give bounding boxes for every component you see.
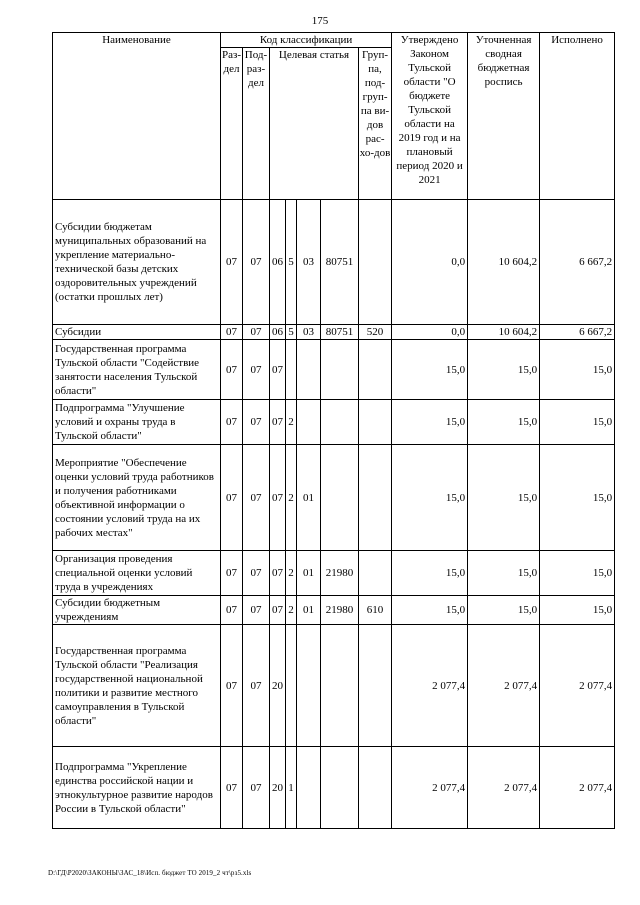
- row-subsection: 07: [243, 747, 270, 829]
- row-expense-group: 610: [359, 596, 392, 625]
- row-name: Субсидии бюджетным учреждениям: [53, 596, 221, 625]
- header-section: Раз-дел: [221, 48, 243, 200]
- row-name: Государственная программа Тульской области "Содействие занятости населения Тульской области": [53, 340, 221, 400]
- row-approved: 2 077,4: [392, 625, 468, 747]
- row-executed: 15,0: [540, 551, 615, 596]
- row-expense-group: [359, 340, 392, 400]
- row-target-event: [297, 747, 321, 829]
- table-row: [53, 596, 615, 625]
- row-target-direction: 21980: [321, 596, 359, 625]
- row-target-subprogram: 2: [286, 551, 297, 596]
- page-number: 175: [311, 15, 329, 27]
- header-classification-code: Код классификации: [221, 33, 392, 48]
- row-approved: 0,0: [392, 200, 468, 325]
- row-target-event: [297, 625, 321, 747]
- budget-table: [52, 32, 615, 829]
- row-approved: 15,0: [392, 551, 468, 596]
- row-executed: 15,0: [540, 340, 615, 400]
- row-expense-group: [359, 400, 392, 445]
- row-target-event: 01: [297, 445, 321, 551]
- row-target-event: 03: [297, 325, 321, 340]
- row-approved: 15,0: [392, 445, 468, 551]
- row-name: Государственная программа Тульской области "Реализация государственной национальной политики и развитие местного самоуправления в Тульской области": [53, 625, 221, 747]
- row-target-subprogram: 2: [286, 400, 297, 445]
- row-section: 07: [221, 200, 243, 325]
- row-section: 07: [221, 551, 243, 596]
- header-subsection: Под-раз-дел: [243, 48, 270, 200]
- row-subsection: 07: [243, 596, 270, 625]
- row-target-direction: 21980: [321, 551, 359, 596]
- row-target-subprogram: 1: [286, 747, 297, 829]
- row-subsection: 07: [243, 551, 270, 596]
- table-row: [53, 551, 615, 596]
- row-target-direction: [321, 747, 359, 829]
- row-target-subprogram: 2: [286, 445, 297, 551]
- table-row: [53, 325, 615, 340]
- row-subsection: 07: [243, 445, 270, 551]
- row-approved: 15,0: [392, 596, 468, 625]
- row-refined: 2 077,4: [468, 625, 540, 747]
- row-target-subprogram: 2: [286, 596, 297, 625]
- row-approved: 2 077,4: [392, 747, 468, 829]
- row-executed: 2 077,4: [540, 625, 615, 747]
- row-subsection: 07: [243, 400, 270, 445]
- row-refined: 15,0: [468, 340, 540, 400]
- row-refined: 10 604,2: [468, 325, 540, 340]
- row-target-program: 07: [270, 551, 286, 596]
- row-section: 07: [221, 400, 243, 445]
- header-approved: Утверждено Законом Тульской области "О бюджете Тульской области на 2019 год и на плановый период 2020 и 2021: [392, 33, 468, 200]
- row-subsection: 07: [243, 325, 270, 340]
- row-approved: 15,0: [392, 340, 468, 400]
- row-refined: 2 077,4: [468, 747, 540, 829]
- table-row: [53, 747, 615, 829]
- row-section: 07: [221, 325, 243, 340]
- table-row: [53, 400, 615, 445]
- row-target-program: 20: [270, 747, 286, 829]
- row-target-program: 07: [270, 400, 286, 445]
- row-target-direction: [321, 625, 359, 747]
- row-section: 07: [221, 596, 243, 625]
- row-target-subprogram: 5: [286, 325, 297, 340]
- row-expense-group: [359, 551, 392, 596]
- header-name: Наименование: [53, 33, 221, 200]
- row-executed: 15,0: [540, 596, 615, 625]
- row-executed: 6 667,2: [540, 200, 615, 325]
- row-approved: 15,0: [392, 400, 468, 445]
- row-target-subprogram: [286, 340, 297, 400]
- table-row: [53, 445, 615, 551]
- row-target-event: [297, 340, 321, 400]
- row-target-program: 07: [270, 445, 286, 551]
- row-target-program: 20: [270, 625, 286, 747]
- row-section: 07: [221, 747, 243, 829]
- row-section: 07: [221, 340, 243, 400]
- row-target-direction: 80751: [321, 200, 359, 325]
- row-subsection: 07: [243, 340, 270, 400]
- row-refined: 15,0: [468, 551, 540, 596]
- row-target-program: 06: [270, 325, 286, 340]
- row-target-program: 06: [270, 200, 286, 325]
- row-executed: 2 077,4: [540, 747, 615, 829]
- row-expense-group: [359, 747, 392, 829]
- row-executed: 15,0: [540, 400, 615, 445]
- row-target-subprogram: [286, 625, 297, 747]
- row-name: Субсидии: [53, 325, 221, 340]
- row-expense-group: [359, 200, 392, 325]
- row-target-event: 01: [297, 551, 321, 596]
- row-name: Организация проведения специальной оценки условий труда в учреждениях: [53, 551, 221, 596]
- header-target-article: Целевая статья: [270, 48, 359, 200]
- row-name: Подпрограмма "Улучшение условий и охраны труда в Тульской области": [53, 400, 221, 445]
- row-target-event: 01: [297, 596, 321, 625]
- table-row: [53, 625, 615, 747]
- row-expense-group: 520: [359, 325, 392, 340]
- row-target-direction: [321, 400, 359, 445]
- row-target-direction: [321, 445, 359, 551]
- row-name: Мероприятие "Обеспечение оценки условий труда работников и получения работниками объективной информации о состоянии условий труда на их рабочих местах": [53, 445, 221, 551]
- file-path-footer: D:\ГД\Р2020\ЗАКОНЫ\ЗАС_18\Исп. бюджет ТО 2019_2 чт\рз5.xls: [48, 869, 252, 877]
- row-expense-group: [359, 625, 392, 747]
- row-expense-group: [359, 445, 392, 551]
- row-section: 07: [221, 625, 243, 747]
- header-executed: Исполнено: [540, 33, 615, 200]
- row-approved: 0,0: [392, 325, 468, 340]
- row-target-program: 07: [270, 340, 286, 400]
- row-section: 07: [221, 445, 243, 551]
- row-target-event: [297, 400, 321, 445]
- row-refined: 15,0: [468, 400, 540, 445]
- row-refined: 10 604,2: [468, 200, 540, 325]
- row-executed: 6 667,2: [540, 325, 615, 340]
- table-row: [53, 340, 615, 400]
- row-executed: 15,0: [540, 445, 615, 551]
- row-target-direction: 80751: [321, 325, 359, 340]
- row-subsection: 07: [243, 200, 270, 325]
- row-target-direction: [321, 340, 359, 400]
- table-row: [53, 200, 615, 325]
- row-name: Субсидии бюджетам муниципальных образований на укрепление материально-технической базы детских оздоровительных учреждений (остатки прошлых лет): [53, 200, 221, 325]
- row-target-program: 07: [270, 596, 286, 625]
- row-name: Подпрограмма "Укрепление единства российской нации и этнокультурное развитие народов России в Тульской области": [53, 747, 221, 829]
- row-subsection: 07: [243, 625, 270, 747]
- header-refined: Уточненная сводная бюджетная роспись: [468, 33, 540, 200]
- row-refined: 15,0: [468, 445, 540, 551]
- row-target-subprogram: 5: [286, 200, 297, 325]
- row-target-event: 03: [297, 200, 321, 325]
- header-expense-group: Груп-па, под-груп-па ви-дов рас-хо-дов: [359, 48, 392, 200]
- row-refined: 15,0: [468, 596, 540, 625]
